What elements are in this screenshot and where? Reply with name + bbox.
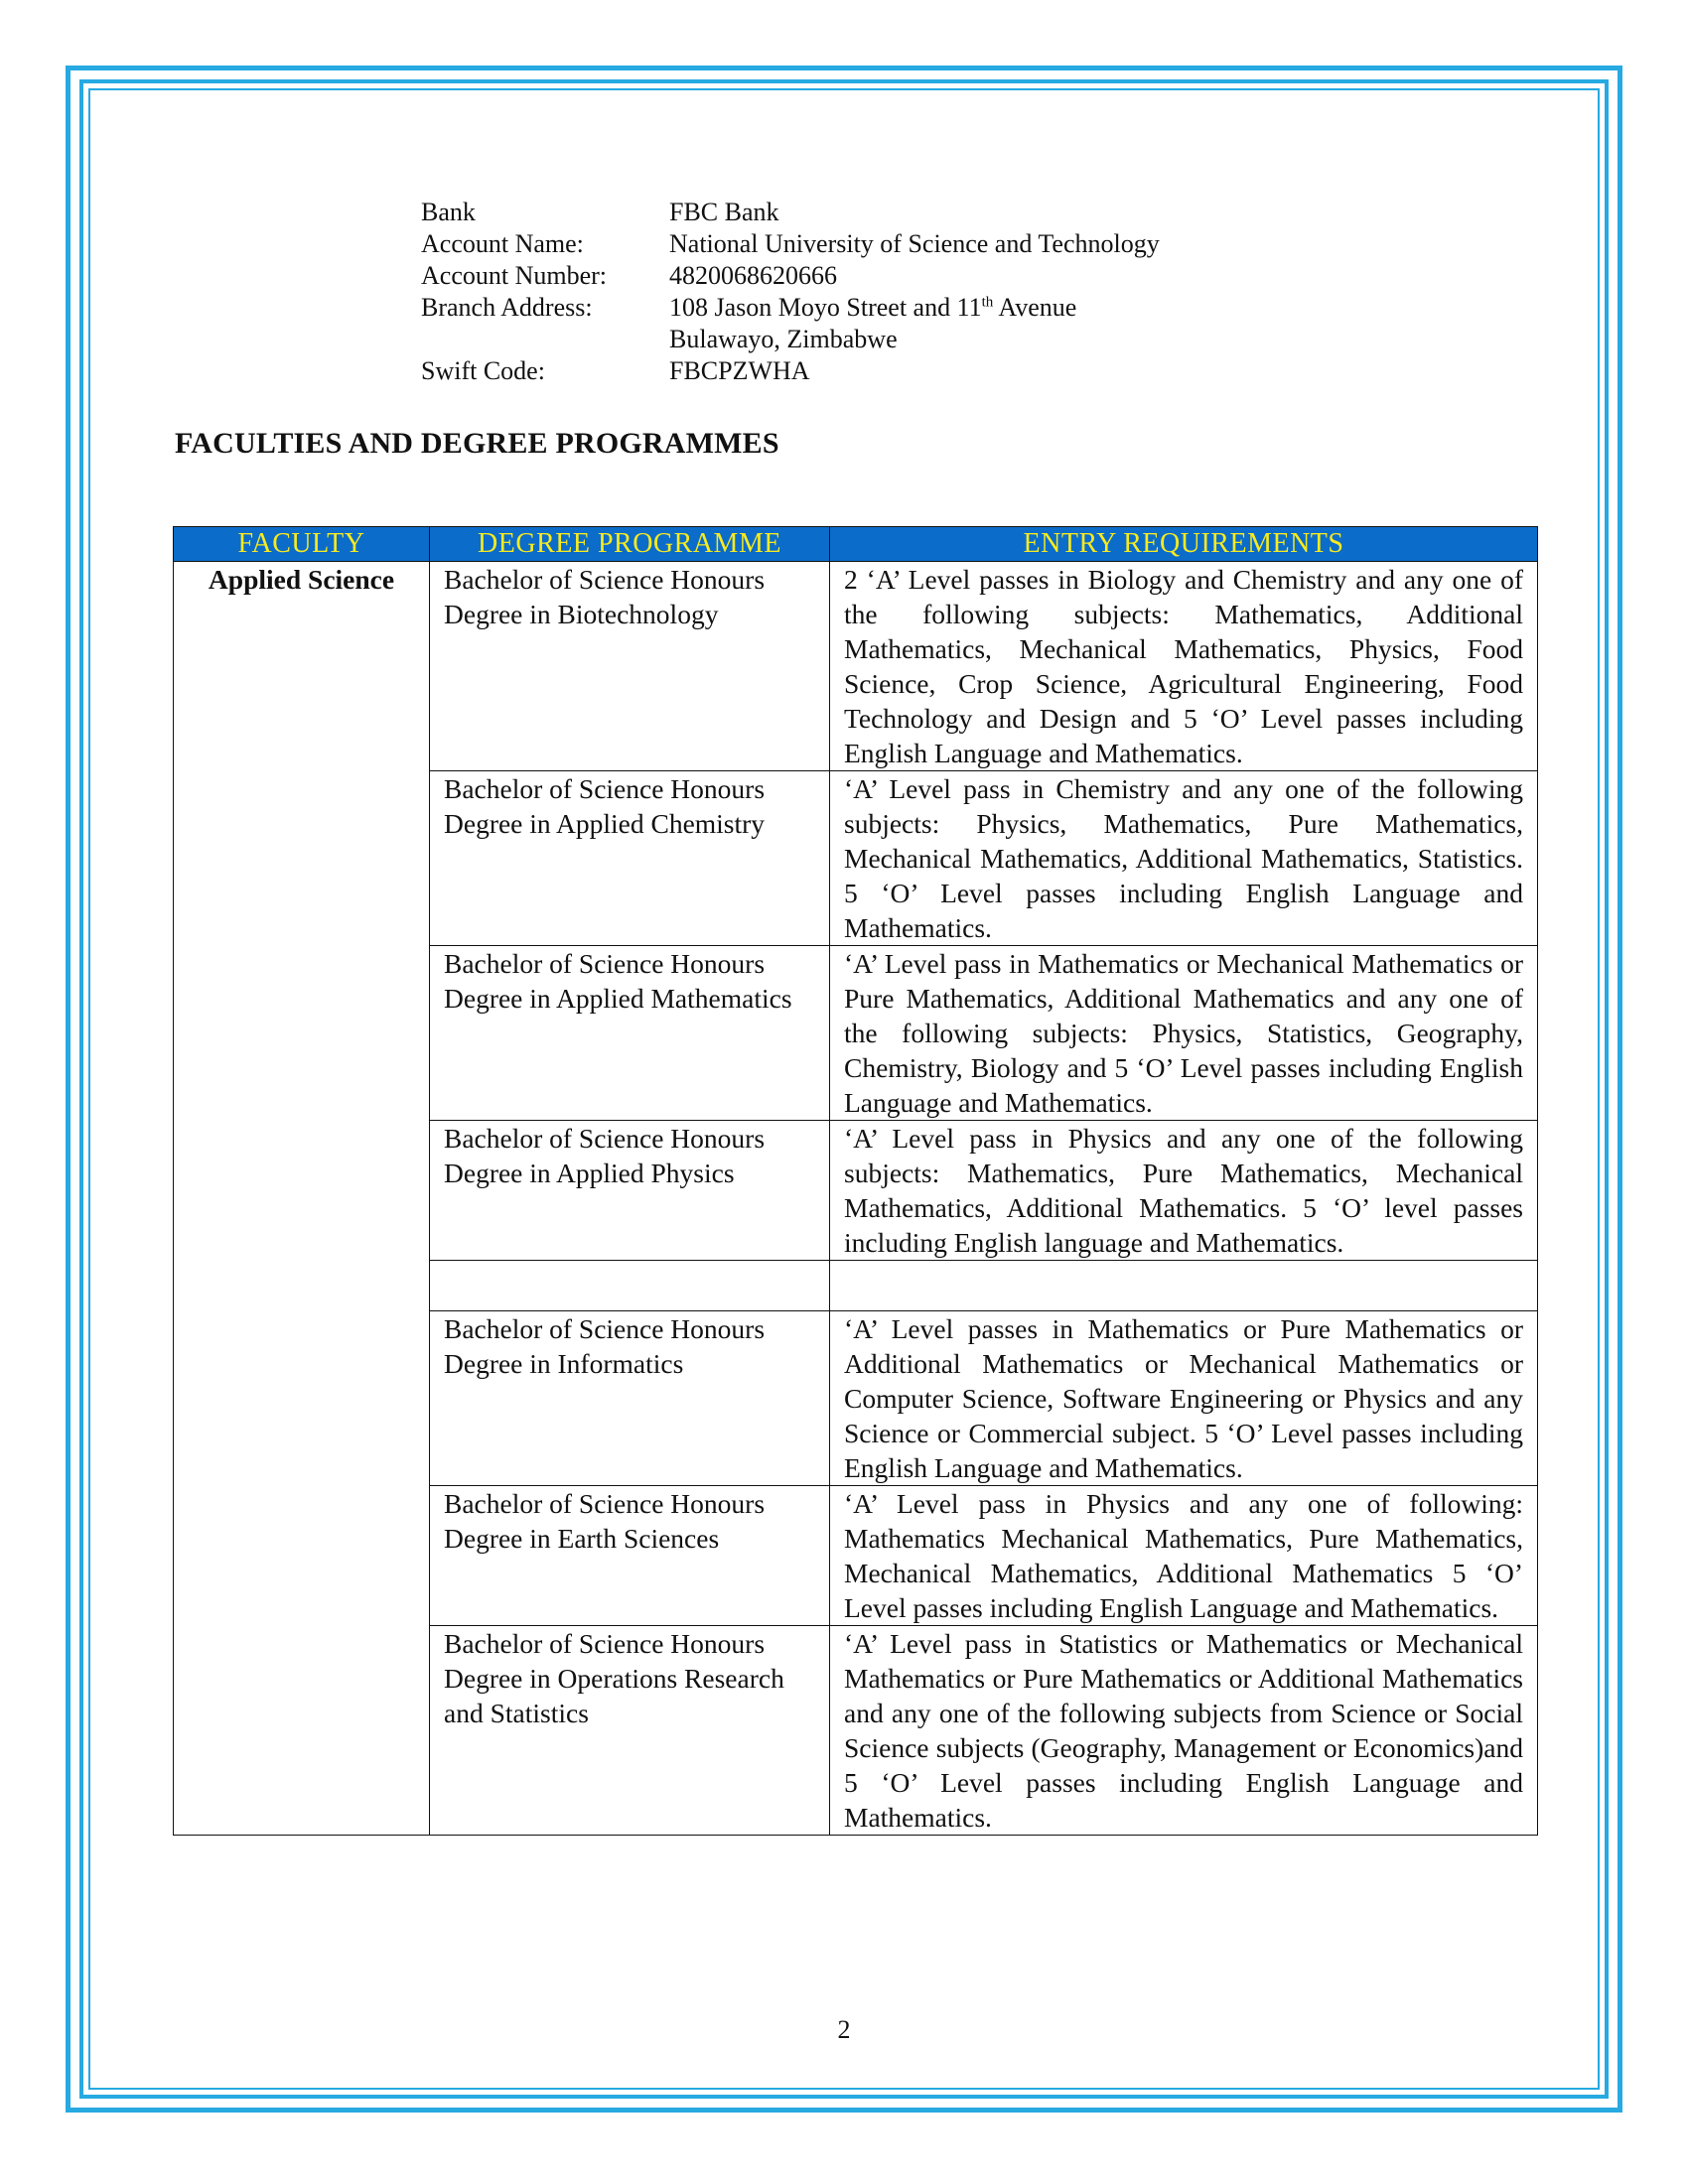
account-number-label: Account Number:: [421, 261, 608, 290]
account-number-value: 4820068620666: [669, 261, 837, 290]
bank-row-city: [421, 324, 1160, 355]
swift-code-label: Swift Code:: [421, 356, 545, 385]
requirements-cell: ‘A’ Level pass in Physics and any one of following: Mathematics Mechanical Mathematics, Pure Mathematics, Mechanical Mathematics, Additional Mathematics 5 ‘O’ Level passes including English Language and Mathematics.: [830, 1486, 1538, 1626]
programme-cell: Bachelor of Science Honours Degree in Earth Sciences: [430, 1486, 830, 1626]
header-degree-programme: DEGREE PROGRAMME: [430, 527, 830, 562]
branch-address-suffix: Avenue: [993, 293, 1077, 322]
requirements-cell: ‘A’ Level pass in Mathematics or Mechanical Mathematics or Pure Mathematics, Additional Mathematics and any one of the following subjects: Physics, Statistics, Geography, Chemistry, Biology and 5 ‘O’ Level passes including English Language and Mathematics.: [830, 946, 1538, 1121]
header-entry-requirements: ENTRY REQUIREMENTS: [830, 527, 1538, 562]
requirements-cell: ‘A’ Level pass in Physics and any one of the following subjects: Mathematics, Pure Mathematics, Mechanical Mathematics, Additional Mathematics. 5 ‘O’ level passes including English language and Mathematics.: [830, 1121, 1538, 1261]
account-name-label: Account Name:: [421, 229, 584, 258]
city-label: [421, 324, 669, 355]
branch-address-value: [669, 292, 1076, 324]
swift-code-value: FBCPZWHA: [669, 356, 810, 385]
requirements-cell-empty: [830, 1261, 1538, 1311]
city-value: Bulawayo, Zimbabwe: [669, 325, 898, 353]
bank-row-bank: [421, 197, 1160, 228]
programme-cell-empty: [430, 1261, 830, 1311]
programme-cell: Bachelor of Science Honours Degree in Applied Physics: [430, 1121, 830, 1261]
requirements-cell: ‘A’ Level passes in Mathematics or Pure Mathematics or Additional Mathematics or Mechanical Mathematics or Computer Science, Software Engineering or Physics and any Science or Commercial subject. 5 ‘O’ Level passes including English Language and Mathematics.: [830, 1311, 1538, 1486]
bank-value: FBC Bank: [669, 198, 779, 226]
programmes-table: [173, 526, 1538, 1836]
programme-cell: Bachelor of Science Honours Degree in Applied Mathematics: [430, 946, 830, 1121]
section-title: FACULTIES AND DEGREE PROGRAMMES: [175, 427, 779, 460]
table-row: [174, 562, 1538, 771]
branch-address-sup: th: [981, 294, 994, 311]
programme-cell: Bachelor of Science Honours Degree in Biotechnology: [430, 562, 830, 771]
table-header-row: [174, 527, 1538, 562]
branch-address-prefix: 108 Jason Moyo Street and 11: [669, 293, 982, 322]
page-number: 2: [837, 2015, 851, 2044]
account-name-value: National University of Science and Technology: [669, 229, 1160, 258]
branch-address-label: Branch Address:: [421, 293, 593, 322]
requirements-cell: ‘A’ Level pass in Statistics or Mathematics or Mechanical Mathematics or Pure Mathematics or Additional Mathematics and any one of the following subjects from Science or Social Science subjects (Geography, Management or Economics)and 5 ‘O’ Level passes including English Language and Mathematics.: [830, 1626, 1538, 1836]
bank-row-account-number: [421, 260, 1160, 292]
bank-row-swift: [421, 355, 1160, 387]
programme-cell: Bachelor of Science Honours Degree in Operations Research and Statistics: [430, 1626, 830, 1836]
bank-row-account-name: [421, 228, 1160, 260]
bank-details: [421, 197, 1160, 387]
requirements-cell: 2 ‘A’ Level passes in Biology and Chemistry and any one of the following subjects: Mathematics, Additional Mathematics, Mechanical Mathematics, Physics, Food Science, Crop Science, Agricultural Engineering, Food Technology and Design and 5 ‘O’ Level passes including English Language and Mathematics.: [830, 562, 1538, 771]
programme-cell: Bachelor of Science Honours Degree in Informatics: [430, 1311, 830, 1486]
requirements-cell: ‘A’ Level pass in Chemistry and any one of the following subjects: Physics, Mathematics, Pure Mathematics, Mechanical Mathematics, Additional Mathematics, Statistics. 5 ‘O’ Level passes including English Language and Mathematics.: [830, 771, 1538, 946]
header-faculty: FACULTY: [174, 527, 430, 562]
bank-label: Bank: [421, 198, 476, 226]
faculty-cell: Applied Science: [174, 562, 430, 1836]
programme-cell: Bachelor of Science Honours Degree in Applied Chemistry: [430, 771, 830, 946]
bank-row-branch-address: [421, 292, 1160, 324]
